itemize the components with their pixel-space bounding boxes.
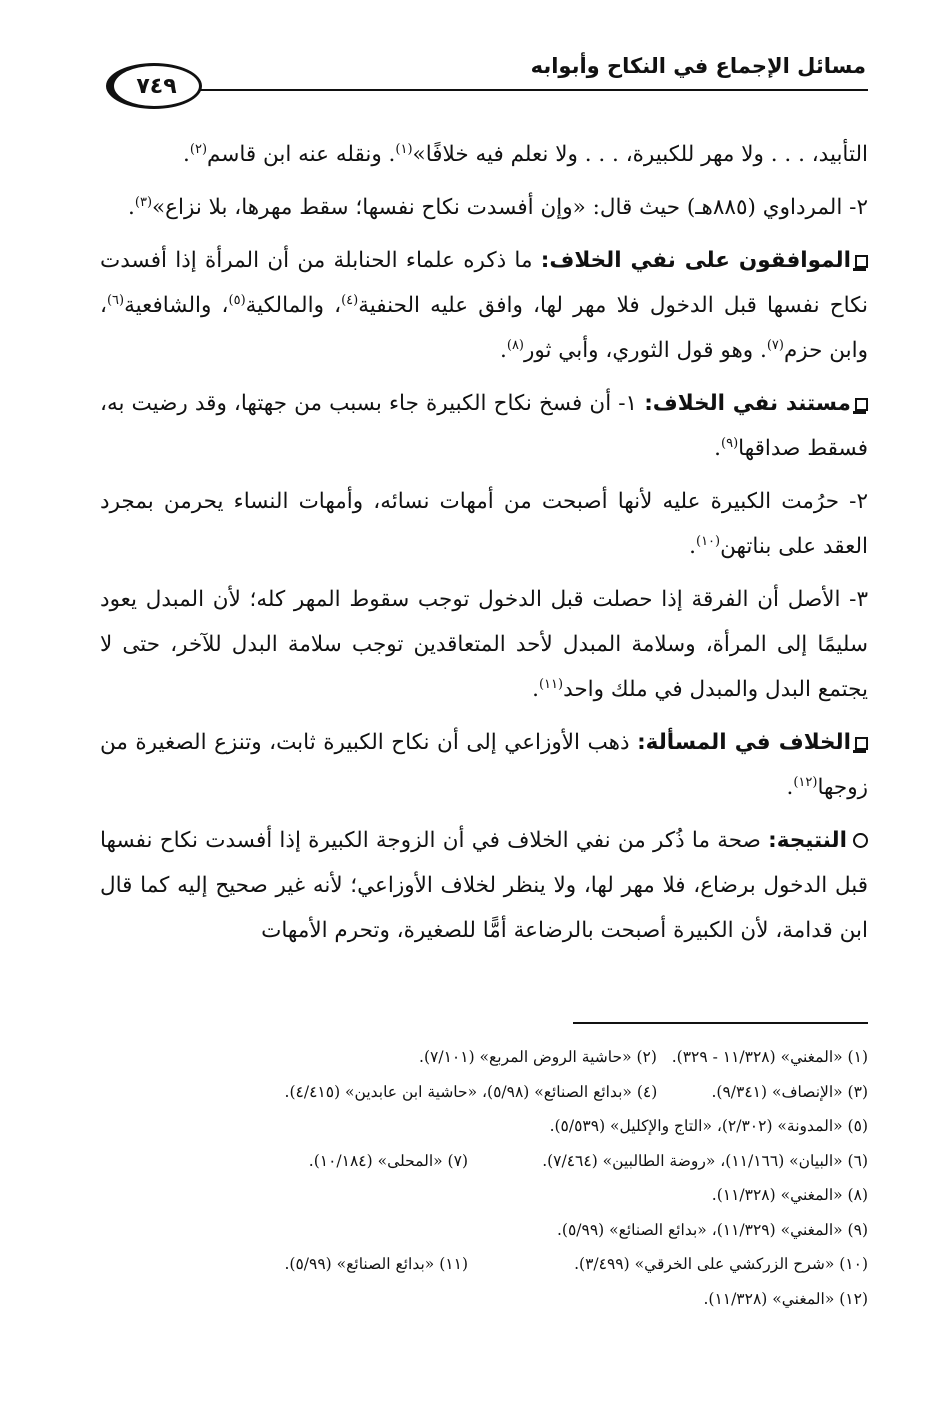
footnote-ref: (٢) — [189, 141, 208, 157]
footnote-2: (٢) «حاشية الروض المربع» (٧/١٠١). — [419, 1048, 657, 1066]
paragraph-6-end: . — [532, 677, 539, 702]
footnote-ref: (٦) — [106, 292, 125, 308]
paragraph-result — [100, 818, 868, 953]
main-text — [100, 132, 868, 961]
paragraph-3-text-e: . وهو قول الثوري، وأبي ثور — [524, 338, 767, 363]
footnote-7: (٧) «المحلى» (١٠/١٨٤). — [308, 1151, 468, 1170]
footnote-line — [108, 1178, 868, 1213]
footnote-line — [108, 1075, 868, 1110]
paragraph-6 — [100, 577, 868, 712]
footnote-line — [108, 1247, 868, 1282]
square-bullet-icon — [855, 255, 868, 268]
header-rule — [200, 89, 868, 91]
paragraph-5-end: . — [689, 534, 696, 559]
paragraph-5-text: ٢- حرُمت الكبيرة عليه لأنها أصبحت من أمهات نسائه، وأمهات النساء يحرمن بمجرد العقد على بناتهن — [100, 489, 868, 559]
footnote-line — [108, 1144, 868, 1179]
paragraph-3-text-c: ، والشافعية — [124, 293, 229, 318]
footnote-separator — [573, 1022, 868, 1024]
page-number — [106, 63, 202, 109]
paragraph-3-text-b: ، والمالكية — [245, 293, 342, 318]
paragraph-1-end: . — [183, 142, 190, 167]
running-title: مسائل الإجماع في النكاح وأبوابه — [530, 54, 866, 78]
paragraph-5 — [100, 479, 868, 569]
footnote-8: (٨) «المغني» (١١/٣٢٨). — [711, 1186, 868, 1204]
page-number-text: ٧٤٩ — [136, 73, 177, 99]
footnote-line — [108, 1040, 868, 1075]
footnote-line — [108, 1282, 868, 1317]
footnotes — [108, 1040, 868, 1316]
footnote-ref: (٣) — [134, 194, 153, 210]
footnote-9: (٩) «المغني» (١١/٣٢٩)، «بدائع الصنائع» (٥/٩٩). — [556, 1220, 868, 1239]
section-heading-basis: مستند نفي الخلاف: — [644, 391, 851, 416]
paragraph-1-text: التأبيد، . . . ولا مهر للكبيرة، . . . ولا نعلم فيه خلافًا» — [412, 142, 868, 167]
square-bullet-icon — [855, 737, 868, 750]
footnote-3: (٣) «الإنصاف» (٩/٣٤١). — [711, 1082, 868, 1101]
paragraph-7-end: . — [786, 775, 794, 800]
circle-bullet-icon — [853, 833, 868, 848]
footnote-line — [108, 1109, 868, 1144]
footnote-ref: (١٢) — [793, 774, 818, 790]
paragraph-4-text: ١- أن فسخ نكاح الكبيرة جاء بسبب من جهتها، وقد رضيت به، فسقط صداقها — [100, 391, 868, 461]
section-heading-result: النتيجة: — [768, 828, 847, 853]
paragraph-basis — [100, 381, 868, 471]
footnote-6: (٦) «البيان» (١١/١٦٦)، «روضة الطالبين» (٧/٤٦٤). — [542, 1151, 868, 1170]
paragraph-1-text-b: . ونقله عنه ابن قاسم — [207, 142, 396, 167]
footnote-11: (١١) «بدائع الصنائع» (٥/٩٩). — [284, 1255, 468, 1273]
footnote-10: (١٠) «شرح الزركشي على الخرقي» (٣/٤٩٩). — [574, 1255, 868, 1273]
paragraph-1 — [100, 132, 868, 177]
paragraph-2 — [100, 185, 868, 230]
paragraph-7-text: ذهب الأوزاعي إلى أن نكاح الكبيرة ثابت، وتنزع الصغيرة من زوجها — [100, 730, 868, 800]
paragraph-3-end: . — [500, 338, 507, 363]
footnote-12: (١٢) «المغني» (١١/٣٢٨). — [703, 1289, 868, 1308]
paragraph-4-end: . — [714, 436, 722, 461]
footnote-ref: (١) — [395, 141, 413, 157]
section-heading-dispute: الخلاف في المسألة: — [637, 730, 851, 755]
footnote-ref: (١١) — [538, 676, 564, 692]
footnote-5: (٥) «المدونة» (٢/٣٠٢)، «التاج والإكليل» (٥/٥٣٩). — [549, 1117, 868, 1135]
footnote-ref: (٩) — [721, 435, 739, 451]
paragraph-3-text-a: ما ذكره علماء الحنابلة من أن المرأة إذا أفسدت نكاح نفسها قبل الدخول فلا مهر لها، وافق عليه الحنفية — [100, 248, 868, 318]
footnote-ref: (٨) — [506, 337, 524, 353]
footnote-4: (٤) «بدائع الصنائع» (٥/٩٨)، «حاشية ابن عابدين» (٤/٤١٥). — [284, 1082, 658, 1101]
footnote-ref: (٥) — [228, 292, 246, 308]
paragraph-2-end: . — [128, 195, 135, 220]
paragraph-2-text: ٢- المرداوي (٨٨٥هـ) حيث قال: «وإن أفسدت نكاح نفسها؛ سقط مهرها، بلا نزاع» — [152, 195, 868, 220]
footnote-line — [108, 1213, 868, 1248]
paragraph-3-text-d: ، وابن حزم — [100, 293, 868, 363]
footnote-ref: (٧) — [766, 337, 784, 353]
paragraph-8-text: صحة ما ذُكر من نفي الخلاف في أن الزوجة الكبيرة إذا أفسدت نكاح نفسها قبل الدخول برضاع، فلا مهر لها، ولا ينظر لخلاف الأوزاعي؛ لأنه غير صحيح إليه كما قال ابن قدامة، لأن الكبيرة أصبحت بالرضاعة أمًّا للصغيرة، وتحرم الأمهات — [100, 828, 868, 943]
square-bullet-icon — [855, 398, 868, 411]
section-heading-agreeing: الموافقون على نفي الخلاف: — [540, 248, 851, 273]
footnote-ref: (١٠) — [695, 533, 721, 549]
footnote-1: (١) «المغني» (١١/٣٢٨ - ٣٢٩). — [671, 1048, 868, 1066]
paragraph-dispute — [100, 720, 868, 810]
paragraph-agreeing — [100, 238, 868, 373]
footnote-ref: (٤) — [341, 292, 359, 308]
paragraph-6-text: ٣- الأصل أن الفرقة إذا حصلت قبل الدخول توجب سقوط المهر كله؛ لأن المبدل يعود سليمًا إلى المرأة، وسلامة المبدل لأحد المتعاقدين توجب سلامة البدل للآخر، حتى لا يجتمع البدل والمبدل في ملك واحد — [100, 587, 868, 702]
